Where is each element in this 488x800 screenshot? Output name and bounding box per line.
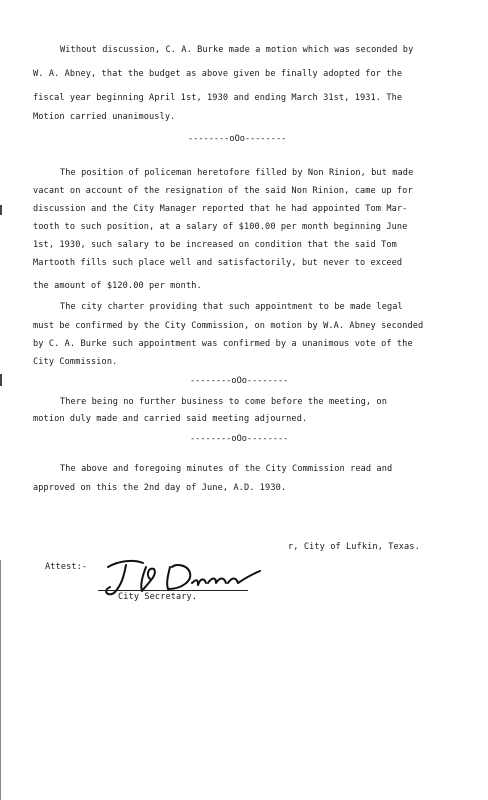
separator: --------oOo--------	[188, 134, 287, 144]
paragraph-1-line: W. A. Abney, that the budget as above given be finally adopted for the	[33, 69, 403, 79]
signature-line	[98, 590, 248, 591]
paragraph-5-line: The above and foregoing minutes of the City Commission read and	[60, 464, 393, 474]
paragraph-1-line: fiscal year beginning April 1st, 1930 and ending March 31st, 1931. The	[33, 93, 403, 103]
paragraph-3-line: must be confirmed by the City Commission, on motion by W.A. Abney seconded	[33, 321, 424, 331]
secretary-label: City Secretary.	[118, 592, 198, 602]
paragraph-2-line: the amount of $120.00 per month.	[33, 281, 202, 291]
paragraph-2-line: Martooth fills such place well and satisfactorily, but never to exceed	[33, 258, 403, 268]
scan-edge-mark	[0, 560, 1, 800]
paragraph-2-line: vacant on account of the resignation of the said Non Rinion, came up for	[33, 186, 413, 196]
scan-edge-mark	[0, 205, 2, 215]
paragraph-2-line: 1st, 1930, such salary to be increased on condition that the said Tom	[33, 240, 397, 250]
paragraph-4-line: There being no further business to come before the meeting, on	[60, 397, 387, 407]
scan-edge-mark	[0, 374, 2, 386]
paragraph-3-line: by C. A. Burke such appointment was confirmed by a unanimous vote of the	[33, 339, 413, 349]
separator: --------oOo--------	[190, 376, 289, 386]
paragraph-3-line: The city charter providing that such appointment to be made legal	[60, 302, 403, 312]
paragraph-5-line: approved on this the 2nd day of June, A.D. 1930.	[33, 483, 287, 493]
paragraph-4-line: motion duly made and carried said meeting adjourned.	[33, 414, 308, 424]
paragraph-2-line: discussion and the City Manager reported that he had appointed Tom Mar-	[33, 204, 408, 214]
paragraph-1-line: Motion carried unanimously.	[33, 112, 176, 122]
mayor-title: r, City of Lufkin, Texas.	[288, 542, 420, 552]
paragraph-2-line: tooth to such position, at a salary of $100.00 per month beginning June	[33, 222, 408, 232]
attest-label: Attest:-	[45, 562, 88, 572]
separator: --------oOo--------	[190, 434, 289, 444]
paragraph-3-line: City Commission.	[33, 357, 118, 367]
paragraph-1-line: Without discussion, C. A. Burke made a motion which was seconded by	[60, 45, 414, 55]
paragraph-2-line: The position of policeman heretofore filled by Non Rinion, but made	[60, 168, 414, 178]
